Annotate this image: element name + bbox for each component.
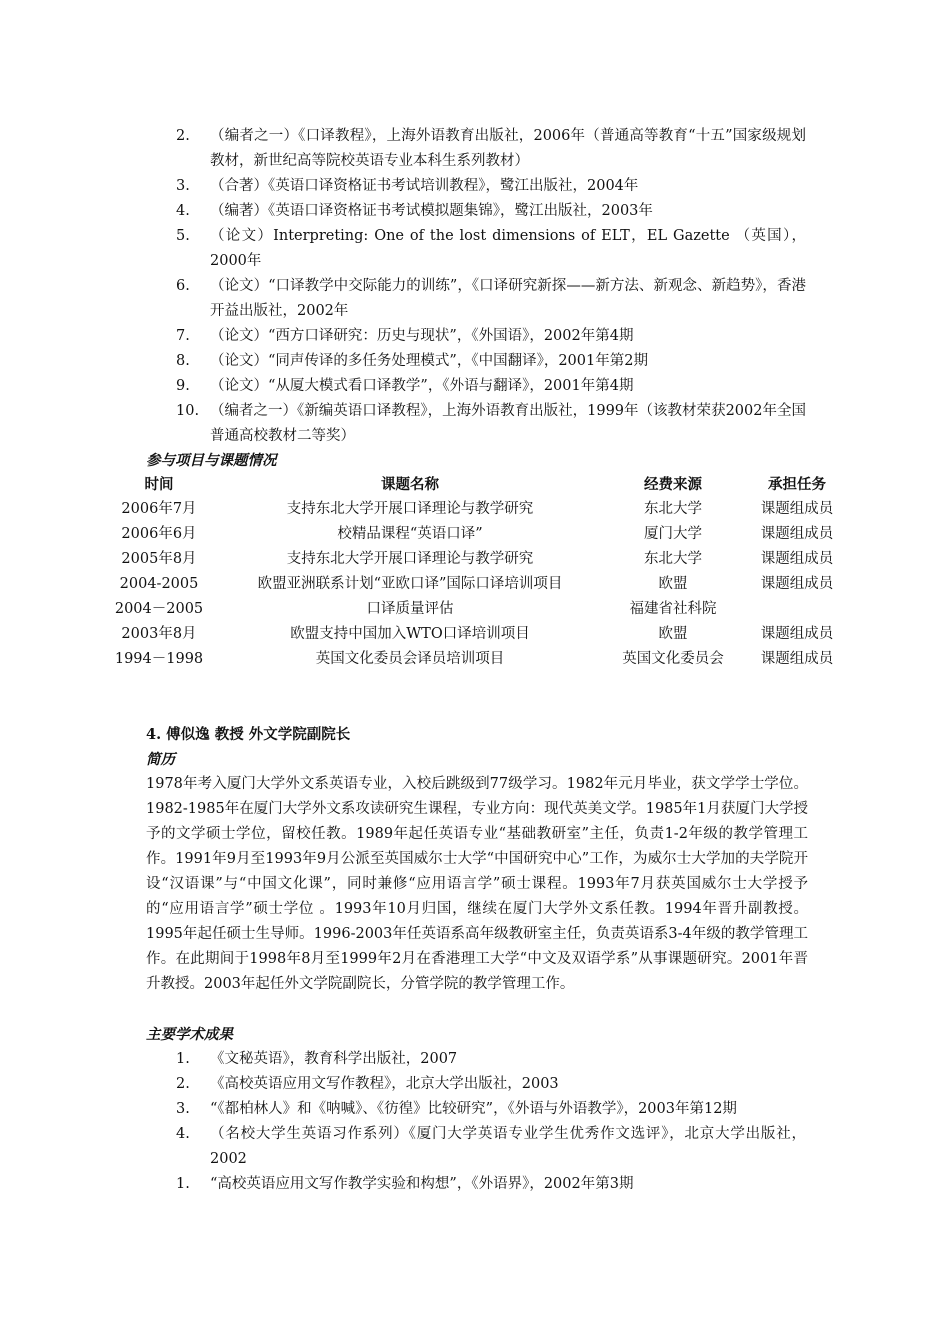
list-number: 6. <box>176 278 190 294</box>
table-row <box>100 547 850 572</box>
list-item <box>0 1047 950 1072</box>
projects-heading: 参与项目与课题情况 <box>146 452 277 469</box>
cell-role: 课题组成员 <box>760 526 834 542</box>
table-row <box>100 572 850 597</box>
column-header-time: 时间 <box>144 476 174 493</box>
bio-heading: 简历 <box>146 751 175 768</box>
cell-role: 课题组成员 <box>760 501 834 517</box>
table-row <box>100 597 850 622</box>
cell-funding: 东北大学 <box>644 551 702 567</box>
table-row <box>100 497 850 522</box>
bio-paragraph: 1978年考入厦门大学外文系英语专业，入校后跳级到77级学习。1982年元月毕业，获文学学士学位。1982-1985年在厦门大学外文系攻读研究生课程，专业方向：现代英美文学。1985年1月获厦门大学授予的文学硕士学位，留校任教。1989年起任英语专业“基础教研室”主任，负责1-2年级的教学管理工作。1991年9月至1993年9月公派至英国威尔士大学“中国研究中心”工作，为威尔士大学加的夫学院开设“汉语课”与“中国文化课”，同时兼修“应用语言学”硕士课程。1993年7月获英国威尔士大学授予的“应用语言学”硕士学位 。1993年10月归国，继续在厦门大学外文系任教。1994年晋升副教授。1995年起任硕士生导师。1996-2003年任英语系高年级教研室主任，负责英语系3-4年级的教学管理工作。在此期间于1998年8月至1999年2月在香港理工大学“中文及双语学系”从事课题研究。2001年晋升教授。2003年起任外文学院副院长，分管学院的教学管理工作。 <box>146 776 808 992</box>
list-text: （编著）《英语口译资格证书考试模拟题集锦》，鹭江出版社，2003年 <box>210 203 653 219</box>
cell-time: 2005年8月 <box>121 551 197 567</box>
cell-role: 课题组成员 <box>760 651 834 667</box>
table-row <box>100 522 850 547</box>
list-number: 4. <box>176 203 190 219</box>
list-number: 8. <box>176 353 190 369</box>
list-item <box>0 124 950 174</box>
list-number: 7. <box>176 328 190 344</box>
list-text: “《都柏林人》和《呐喊》、《彷徨》比较研究”，《外语与外语教学》，2003年第12期 <box>210 1101 737 1117</box>
cell-funding: 厦门大学 <box>644 526 702 542</box>
cell-funding: 英国文化委员会 <box>622 651 724 667</box>
list-text: （编者之一）《新编英语口译教程》，上海外语教育出版社，1999年（该教材荣获2002年全国普通高校教材二等奖） <box>210 403 806 444</box>
list-item <box>0 374 950 399</box>
cell-time: 1994－1998 <box>114 651 204 667</box>
cell-project: 欧盟亚洲联系计划“亚欧口译”国际口译培训项目 <box>257 576 563 592</box>
cell-role: 课题组成员 <box>760 551 834 567</box>
list-item <box>0 274 950 324</box>
list-text: （论文）“西方口译研究：历史与现状”，《外国语》，2002年第4期 <box>210 328 634 344</box>
cell-time: 2004－2005 <box>114 601 204 617</box>
cell-role: 课题组成员 <box>760 576 834 592</box>
cell-role: 课题组成员 <box>760 626 834 642</box>
person-title: 4. 傅似逸 教授 外文学院副院长 <box>146 726 351 743</box>
list-number: 2. <box>176 128 190 144</box>
list-number: 3. <box>176 1101 190 1117</box>
list-number: 10. <box>176 403 200 419</box>
cell-project: 校精品课程“英语口译” <box>337 526 483 542</box>
list-item <box>0 1172 950 1197</box>
cell-funding: 欧盟 <box>658 626 688 642</box>
list-item <box>0 1072 950 1097</box>
cell-project: 英国文化委员会译员培训项目 <box>315 651 505 667</box>
cell-funding: 欧盟 <box>658 576 688 592</box>
list-text: （合著）《英语口译资格证书考试培训教程》，鹭江出版社，2004年 <box>210 178 639 194</box>
cell-time: 2003年8月 <box>121 626 197 642</box>
cell-project: 欧盟支持中国加入WTO口译培训项目 <box>290 626 530 642</box>
list-item <box>0 324 950 349</box>
cell-time: 2006年7月 <box>121 501 197 517</box>
column-header-project: 课题名称 <box>381 476 439 493</box>
publication-list-top <box>0 124 950 449</box>
list-number: 1. <box>176 1176 190 1192</box>
column-header-funding: 经费来源 <box>644 476 702 493</box>
cell-time: 2004-2005 <box>119 576 199 592</box>
list-number: 4. <box>176 1126 190 1142</box>
cell-role <box>744 597 850 622</box>
table-row <box>100 622 850 647</box>
list-number: 3. <box>176 178 190 194</box>
cell-funding: 福建省社科院 <box>629 601 717 617</box>
list-number: 2. <box>176 1076 190 1092</box>
table-header-row <box>100 472 850 497</box>
cell-project: 支持东北大学开展口译理论与教学研究 <box>286 551 534 567</box>
list-text: 《高校英语应用文写作教程》，北京大学出版社，2003 <box>210 1076 559 1092</box>
cell-funding: 东北大学 <box>644 501 702 517</box>
projects-table <box>100 472 850 672</box>
list-text: （论文）“同声传译的多任务处理模式”，《中国翻译》，2001年第2期 <box>210 353 648 369</box>
achievements-heading: 主要学术成果 <box>146 1026 233 1043</box>
list-text: （论文）“口译教学中交际能力的训练”，《口译研究新探——新方法、新观念、新趋势》，香港开益出版社，2002年 <box>210 278 806 319</box>
list-item <box>0 1122 950 1172</box>
list-text: （名校大学生英语习作系列）《厦门大学英语专业学生优秀作文选评》，北京大学出版社，2002 <box>210 1126 806 1167</box>
list-item <box>0 174 950 199</box>
list-item <box>0 224 950 274</box>
list-number: 9. <box>176 378 190 394</box>
list-text: （论文）“从厦大模式看口译教学”，《外语与翻译》，2001年第4期 <box>210 378 634 394</box>
list-item <box>0 199 950 224</box>
list-text: （编者之一）《口译教程》，上海外语教育出版社，2006年（普通高等教育“十五”国家级规划教材，新世纪高等院校英语专业本科生系列教材） <box>210 128 806 169</box>
list-item <box>0 1097 950 1122</box>
list-item <box>0 349 950 374</box>
cell-project: 支持东北大学开展口译理论与教学研究 <box>286 501 534 517</box>
list-text: 《文秘英语》，教育科学出版社，2007 <box>210 1051 458 1067</box>
list-text: （论文）Interpreting: One of the lost dimensions of ELT，EL Gazette （英国），2000年 <box>210 228 806 269</box>
cell-project: 口译质量评估 <box>366 601 454 617</box>
table-row <box>100 647 850 672</box>
list-number: 5. <box>176 228 190 244</box>
achievements-list <box>0 1047 950 1197</box>
list-text: “高校英语应用文写作教学实验和构想”，《外语界》，2002年第3期 <box>210 1176 634 1192</box>
list-number: 1. <box>176 1051 190 1067</box>
list-item <box>0 399 950 449</box>
cell-time: 2006年6月 <box>121 526 197 542</box>
column-header-role: 承担任务 <box>768 476 826 493</box>
